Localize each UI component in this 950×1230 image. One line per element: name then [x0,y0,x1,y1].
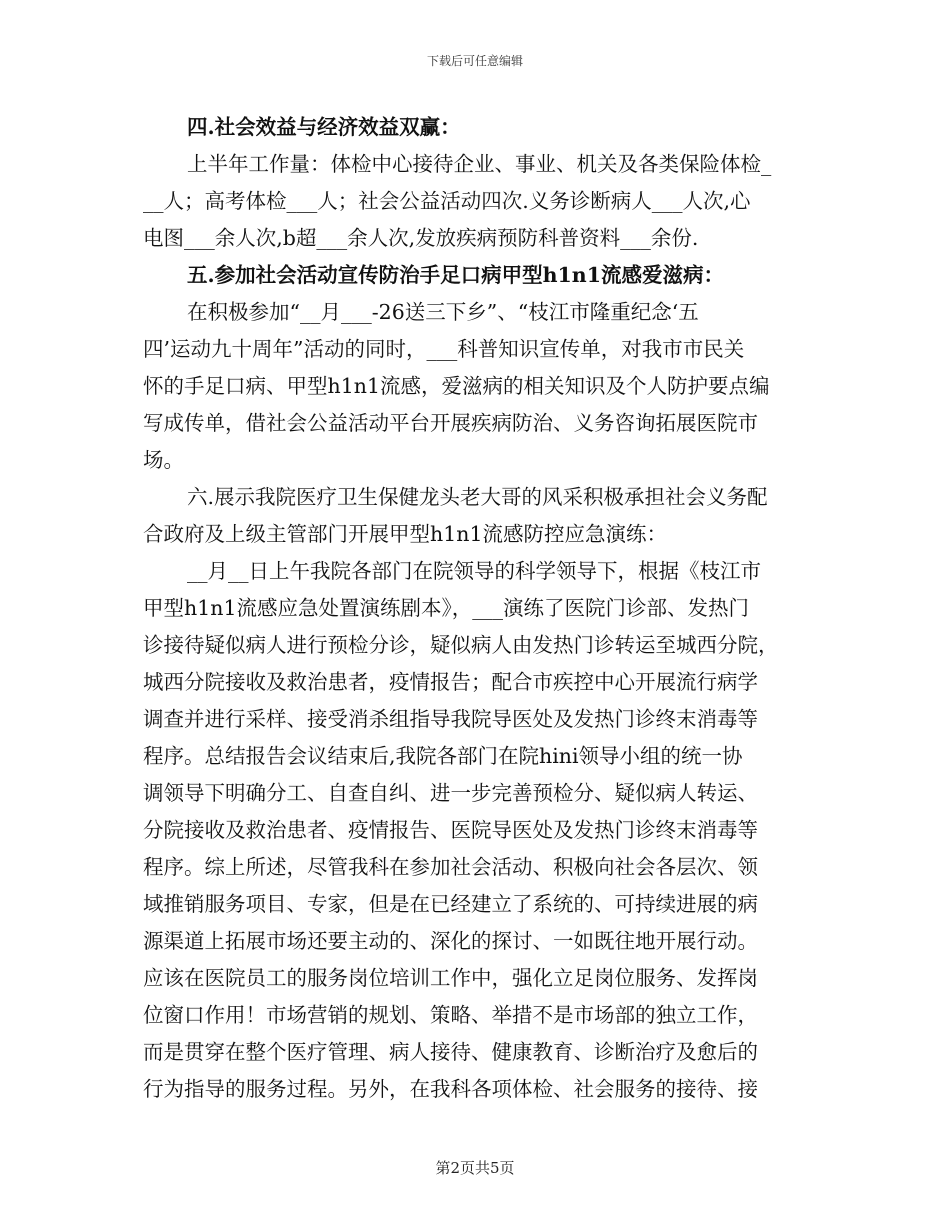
paragraph-line: 调领导下明确分工、自查自纠、进一步完善预检分、疑似病人转运、 [143,781,758,805]
paragraph-line: 调查并进行采样、接受消杀组指导我院导医处及发热门诊终末消毒等 [143,707,758,731]
paragraph-line: 场。 [143,448,184,472]
paragraph-line: 怀的手足口病、甲型h1n1流感，爱滋病的相关知识及个人防护要点编 [143,374,770,398]
section-heading: 四.社会效益与经济效益双赢： [187,115,461,139]
document-body [143,109,811,1108]
paragraph-line: __人；高考体检___人；社会公益活动四次.义务诊断病人___人次,心 [143,189,751,213]
paragraph-line: 分院接收及救治患者、疫情报告、医院导医处及发热门诊终末消毒等 [143,818,758,842]
paragraph-line: __月__日上午我院各部门在院领导的科学领导下，根据《枝江市 [187,559,761,583]
paragraph-line: 电图___余人次,b超___余人次,发放疾病预防科普资料___余份. [143,226,699,250]
paragraph-line: 上半年工作量：体检中心接待企业、事业、机关及各类保险体检_ [187,152,772,176]
paragraph-line: 程序。总结报告会议结束后,我院各部门在院hini领导小组的统一协 [143,744,743,768]
paragraph-line: 六.展示我院医疗卫生保健龙头老大哥的风采积极承担社会义务配 [187,485,768,509]
section-heading: 五.参加社会活动宣传防治手足口病甲型h1n1流感爱滋病： [187,263,724,287]
paragraph-line: 写成传单，借社会公益活动平台开展疾病防治、义务咨询拓展医院市 [143,411,758,435]
paragraph-line: 诊接待疑似病人进行预检分诊，疑似病人由发热门诊转运至城西分院， [143,633,779,657]
paragraph-line: 在积极参加“__月___-26送三下乡”、“枝江市隆重纪念‘五 [187,300,699,324]
paragraph-line: 城西分院接收及救治患者，疫情报告；配合市疾控中心开展流行病学 [143,670,758,694]
page-header: 下载后可任意编辑 [426,54,523,68]
paragraph-line: 域推销服务项目、专家，但是在已经建立了系统的、可持续进展的病 [143,892,758,916]
paragraph-line: 程序。综上所述，尽管我科在参加社会活动、积极向社会各层次、领 [143,855,758,879]
paragraph-line: 应该在医院员工的服务岗位培训工作中，强化立足岗位服务、发挥岗 [143,966,758,990]
paragraph-line: 合政府及上级主管部门开展甲型h1n1流感防控应急演练： [143,522,667,546]
paragraph-line: 行为指导的服务过程。另外，在我科各项体检、社会服务的接待、接 [143,1077,758,1101]
paragraph-line: 甲型h1n1流感应急处置演练剧本》，___演练了医院门诊部、发热门 [143,596,749,620]
paragraph-line: 而是贯穿在整个医疗管理、病人接待、健康教育、诊断治疗及愈后的 [143,1040,758,1064]
paragraph-line: 源渠道上拓展市场还要主动的、深化的探讨、一如既往地开展行动。 [143,929,758,953]
paragraph-line: 四’运动九十周年”活动的同时，___科普知识宣传单，对我市市民关 [143,337,745,361]
paragraph-line: 位窗口作用！市场营销的规划、策略、举措不是市场部的独立工作， [143,1003,758,1027]
page-footer: 第2页共5页 [435,1159,515,1177]
